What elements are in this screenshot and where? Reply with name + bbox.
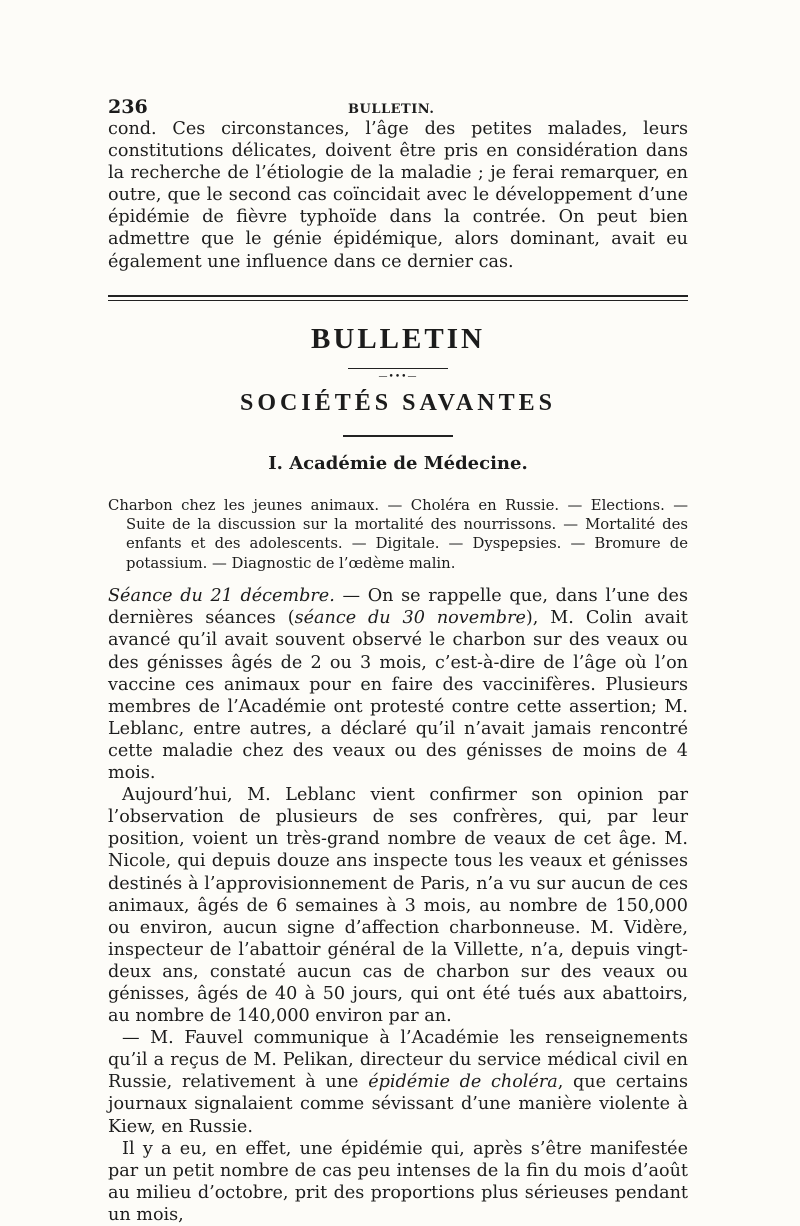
paragraph-text: , que certains journaux signalaient comme sévissant d’une manière violente à Kiew, en Russie. xyxy=(108,1072,688,1137)
paragraph-text: ), M. Colin avait avancé qu’il avait souvent observé le charbon sur des veaux ou des génisses âgés de 2 ou 3 mois, c’est-à-dire de l’âge où l’on vaccine ces animaux pour en faire des vaccinifères. Plusieurs membres de l’Académie ont protesté contre cette assertion; M. Leblanc, entre autres, a déclaré qu’il n’avait jamais rencontré cette maladie chez des veaux ou des génisses de moins de 4 mois. xyxy=(108,608,688,784)
academie-heading: I. Académie de Médecine. xyxy=(268,452,528,474)
short-divider xyxy=(343,435,453,437)
paragraph-epidemie: Il y a eu, en effet, une épidémie qui, après s’être manifestée par un petit nombre de cas peu intenses de la fin du mois d’août au milieu d’octobre, prit des proportions plus sérieuses pendant un mois, xyxy=(108,1138,688,1225)
session-summary: Charbon chez les jeunes animaux. — Choléra en Russie. — Elections. — Suite de la discussion sur la mortalité des nourrissons. — Mortalité des enfants et des adolescents. — Digitale. — Dyspepsies. — Bromure de potassium. — Diagnostic de l’œdème malin. xyxy=(108,496,688,572)
body-text xyxy=(108,585,688,1226)
running-head xyxy=(108,92,688,118)
page-number: 236 xyxy=(108,96,148,118)
intro-paragraph: cond. Ces circonstances, l’âge des petites malades, leurs constitutions délicates, doivent être pris en considération dans la recherche de l’étiologie de la maladie ; je ferai remarquer, en outre, que le second cas coïncidait avec le développement d’une épidémie de fièvre typhoïde dans la contrée. On peut bien admettre que le génie épidémique, alors dominant, avait eu également une influence dans ce dernier cas. xyxy=(108,119,688,272)
page xyxy=(108,92,688,1226)
paragraph-seance xyxy=(108,585,688,784)
ornament-dots: —•••— xyxy=(378,371,418,382)
bulletin-title: BULLETIN xyxy=(311,322,485,355)
seance-reference: séance du 30 novembre xyxy=(294,608,526,629)
ornament-line xyxy=(348,368,448,369)
paragraph-leblanc: Aujourd’hui, M. Leblanc vient confirmer son opinion par l’observation de plusieurs de ses confrères, qui, par leur position, voient un très-grand nombre de veaux de cet âge. M. Nicole, qui depuis douze ans inspecte tous les veaux et génisses destinés à l’approvisionnement de Paris, n’a vu sur aucun de ces animaux, âgés de 6 semaines à 3 mois, au nombre de 150,000 ou environ, aucun signe d’affection charbonneuse. M. Vidère, inspecteur de l’abattoir général de la Villette, n’a, depuis vingt-deux ans, constaté aucun cas de charbon sur des veaux ou génisses, âgés de 40 à 50 jours, qui ont été tués aux abattoirs, au nombre de 140,000 environ par an. xyxy=(108,785,688,1027)
paragraph-fauvel xyxy=(108,1027,688,1137)
societes-title: SOCIÉTÉS SAVANTES xyxy=(240,389,556,416)
title-ornament xyxy=(108,364,688,382)
paragraph-lead: — M. Fauvel communique à l’Académie les renseignements qu’il a reçus de M. Pelikan, directeur du service médical civil en Russie, relativement à une xyxy=(108,1028,688,1093)
running-title: BULLETIN. xyxy=(348,102,435,117)
paragraph-lead: — On se rappelle que, dans l’une des dernières séances ( xyxy=(108,586,689,629)
cholera-reference: épidémie de choléra xyxy=(368,1072,558,1093)
seance-label: Séance du 21 décembre. xyxy=(108,586,335,607)
section-divider xyxy=(108,295,688,301)
